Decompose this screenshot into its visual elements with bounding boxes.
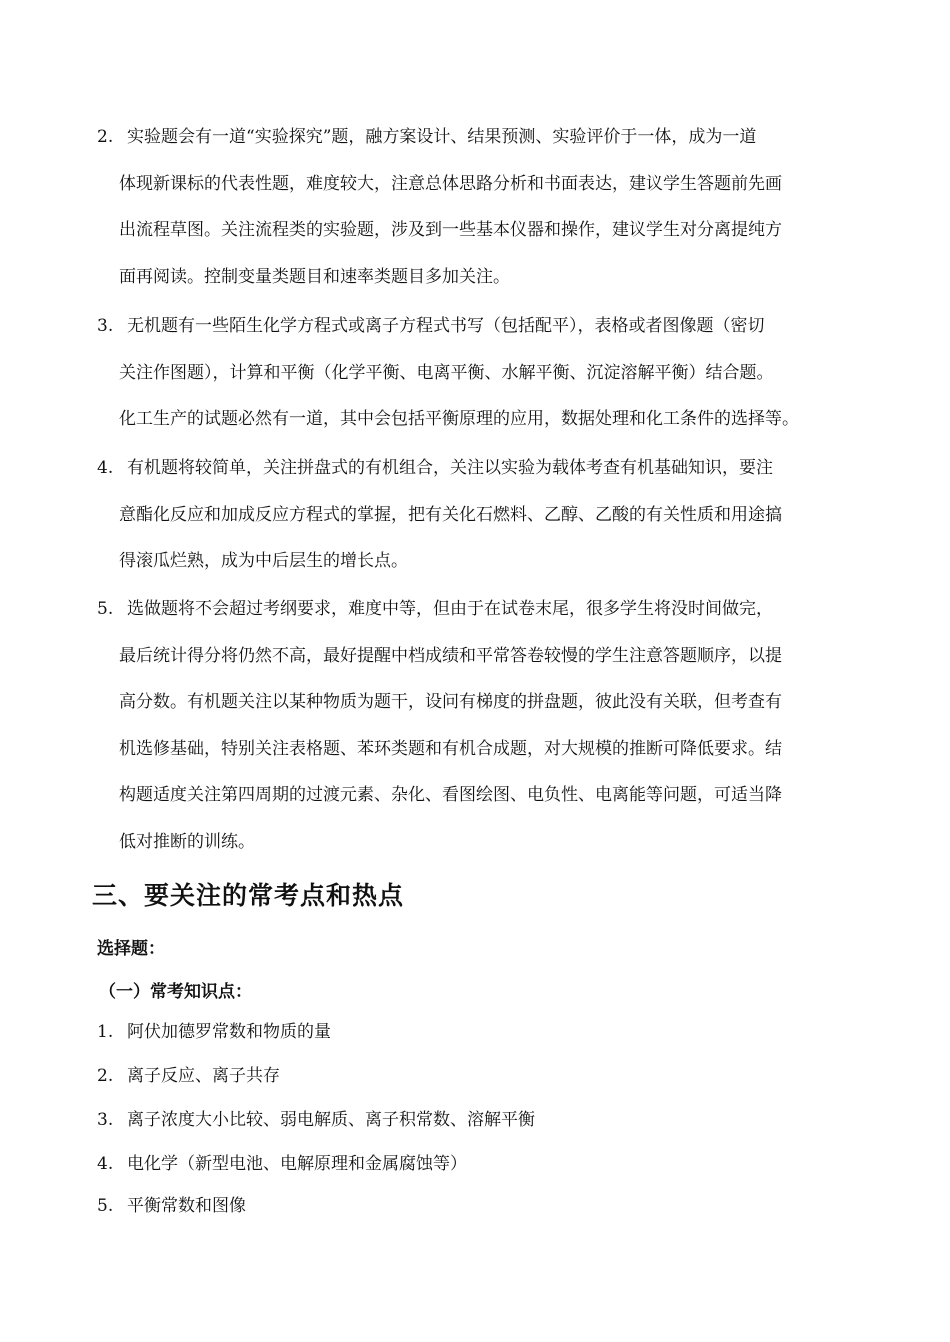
- paragraph-line: 机选修基础，特别关注表格题、苯环类题和有机合成题，对大规模的推断可降低要求。结: [119, 738, 782, 759]
- list-item-number: 4.: [97, 1154, 114, 1174]
- paragraph-line: 意酯化反应和加成反应方程式的掌握，把有关化石燃料、乙醇、乙酸的有关性质和用途搞: [119, 504, 782, 525]
- paragraph-number: 2.: [97, 127, 114, 147]
- list-item: [97, 1105, 535, 1130]
- paragraph-line: 最后统计得分将仍然不高，最好提醒中档成绩和平常答卷较慢的学生注意答题顺序，以提: [119, 645, 782, 666]
- list-item: [97, 1191, 246, 1216]
- paragraph-3: [97, 303, 867, 443]
- paragraph-line: 3. 无机题有一些陌生化学方程式或离子方程式书写（包括配平），表格或者图像题（密切: [97, 303, 867, 350]
- list-item: [97, 1061, 280, 1086]
- list-item-text: 离子反应、离子共存: [127, 1066, 280, 1086]
- list-item-number: 3.: [97, 1110, 114, 1130]
- paragraph-line: 面再阅读。控制变量类题目和速率类题目多加关注。: [119, 266, 510, 287]
- section-heading: 三、要关注的常考点和热点: [92, 881, 405, 910]
- paragraph-line: 体现新课标的代表性题，难度较大，注意总体思路分析和书面表达，建议学生答题前先画: [119, 173, 782, 194]
- paragraph-4: [97, 445, 867, 585]
- list-item-text: 阿伏加德罗常数和物质的量: [127, 1022, 331, 1042]
- paragraph-line: 低对推断的训练。: [119, 831, 255, 852]
- section-subtitle: 选择题：: [97, 939, 165, 959]
- paragraph-line: 化工生产的试题必然有一道，其中会包括平衡原理的应用，数据处理和化工条件的选择等。: [119, 409, 799, 429]
- paragraph-line: 高分数。有机题关注以某种物质为题干，设问有梯度的拼盘题，彼此没有关联，但考查有: [119, 692, 782, 712]
- paragraph-line: 构题适度关注第四周期的过渡元素、杂化、看图绘图、电负性、电离能等问题，可适当降: [119, 785, 782, 805]
- paragraph-line: 4. 有机题将较简单，关注拼盘式的有机组合，关注以实验为载体考查有机基础知识，要注: [97, 445, 867, 492]
- paragraph-number: 4.: [97, 458, 114, 478]
- paragraph-line: 得滚瓜烂熟，成为中后层生的增长点。: [119, 551, 408, 571]
- paragraph-number: 3.: [97, 316, 114, 336]
- list-item-number: 1.: [97, 1022, 114, 1042]
- paragraph-line: 出流程草图。关注流程类的实验题，涉及到一些基本仪器和操作，建议学生对分离提纯方: [119, 220, 782, 240]
- paragraph-line: 2. 实验题会有一道“实验探究”题，融方案设计、结果预测、实验评价于一体，成为一道: [97, 114, 867, 161]
- paragraph-line: 5. 选做题将不会超过考纲要求，难度中等，但由于在试卷末尾，很多学生将没时间做完，: [97, 586, 867, 633]
- list-item-number: 5.: [97, 1196, 114, 1216]
- paragraph-number: 5.: [97, 599, 114, 619]
- paragraph-5: [97, 586, 867, 865]
- paragraph-2: [97, 114, 867, 300]
- list-item-text: 平衡常数和图像: [127, 1196, 246, 1216]
- paragraph-line: 关注作图题），计算和平衡（化学平衡、电离平衡、水解平衡、沉淀溶解平衡）结合题。: [119, 362, 774, 383]
- list-item: [97, 1017, 331, 1042]
- subsection-title: （一）常考知识点：: [99, 982, 252, 1002]
- list-item: [97, 1149, 467, 1174]
- list-item-text: 电化学（新型电池、电解原理和金属腐蚀等）: [127, 1154, 467, 1174]
- list-item-number: 2.: [97, 1066, 114, 1086]
- list-item-text: 离子浓度大小比较、弱电解质、离子积常数、溶解平衡: [127, 1110, 535, 1130]
